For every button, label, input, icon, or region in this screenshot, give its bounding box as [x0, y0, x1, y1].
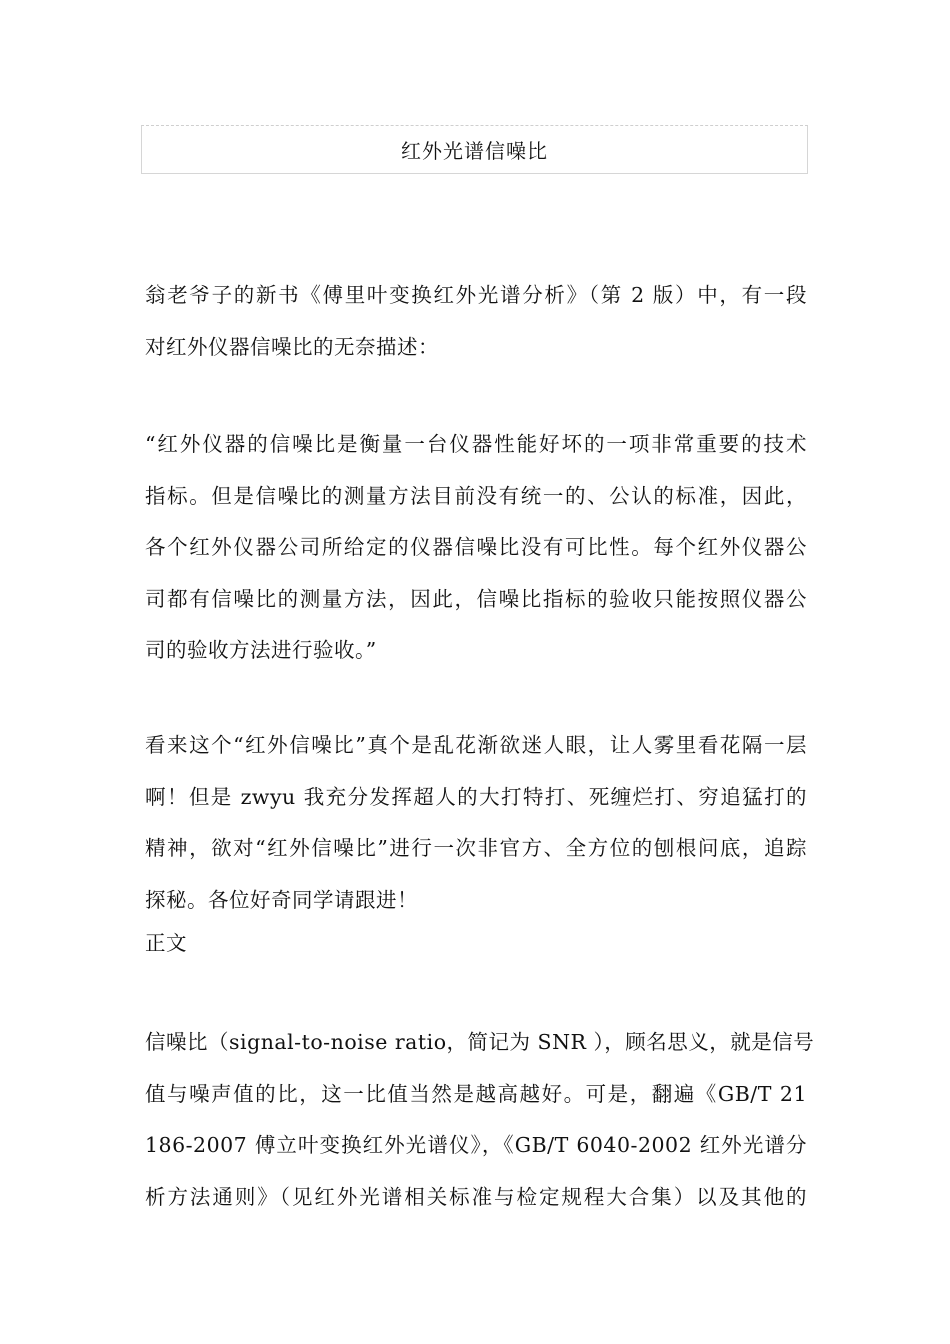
text-line: 对红外仪器信噪比的无奈描述：	[145, 334, 439, 359]
section-heading	[145, 918, 807, 970]
text-line: 指标。但是信噪比的测量方法目前没有统一的、公认的标准，因此，	[145, 483, 807, 508]
text-line: “红外仪器的信噪比是衡量一台仪器性能好坏的一项非常重要的技术	[145, 432, 807, 456]
title-box	[141, 125, 808, 174]
text-line: 值与噪声值的比，这一比值当然是越高越好。可是，翻遍《GB/T 21	[145, 1081, 807, 1106]
text-line: 信噪比（signal-to-noise ratio，简记为 SNR ），顾名思义，就是信号	[145, 1030, 815, 1054]
text-line: 探秘。各位好奇同学请跟进！	[145, 887, 418, 912]
text-line: 看来这个“红外信噪比”真个是乱花渐欲迷人眼，让人雾里看花隔一层	[145, 733, 807, 757]
paragraph-intro	[145, 270, 807, 373]
page-title: 红外光谱信噪比	[401, 139, 548, 163]
paragraph-quote	[145, 419, 807, 677]
text-line: 各个红外仪器公司所给定的仪器信噪比没有可比性。每个红外仪器公	[145, 535, 807, 559]
text-line: 司的验收方法进行验收。”	[145, 638, 377, 662]
paragraph-commentary	[145, 720, 807, 926]
text-line: 精神，欲对“红外信噪比”进行一次非官方、全方位的刨根问底，追踪	[145, 836, 807, 860]
text-line: 析方法通则》（见红外光谱相关标准与检定规程大合集）以及其他的	[145, 1184, 807, 1209]
text-line: 186-2007 傅立叶变换红外光谱仪》，《GB/T 6040-2002 红外光谱分	[145, 1133, 807, 1157]
text-line: 司都有信噪比的测量方法，因此，信噪比指标的验收只能按照仪器公	[145, 586, 807, 611]
text-line: 正文	[145, 931, 187, 955]
text-line: 翁老爷子的新书《傅里叶变换红外光谱分析》（第 2 版）中，有一段	[145, 283, 807, 307]
paragraph-body	[145, 1017, 815, 1223]
text-line: 啊！但是 zwyu 我充分发挥超人的大打特打、死缠烂打、穷追猛打的	[145, 784, 807, 809]
